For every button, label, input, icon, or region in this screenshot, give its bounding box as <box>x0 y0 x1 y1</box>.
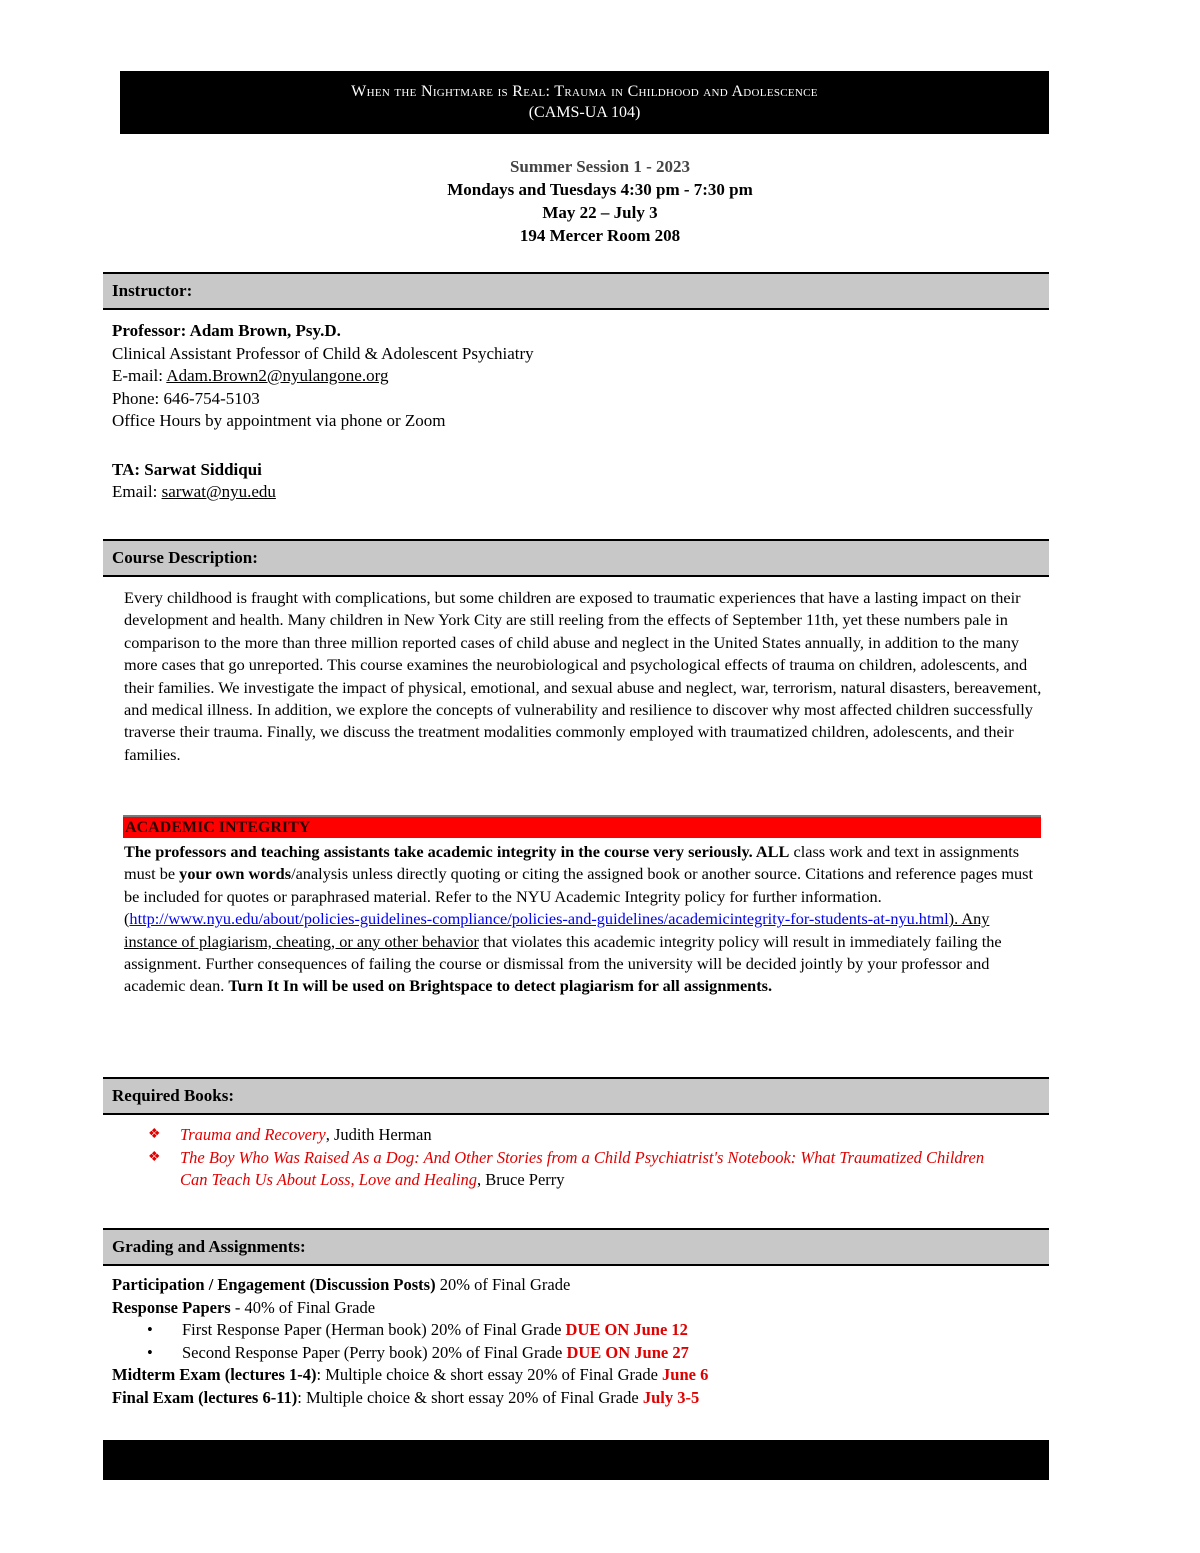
participation-value: 20% of Final Grade <box>435 1275 571 1294</box>
ta-name: TA: Sarwat Siddiqui <box>112 459 262 479</box>
turnitin-note: Turn It In will be used on Brightspace to detect plagiarism for all assignments. <box>228 976 773 996</box>
course-title-banner <box>120 71 1049 134</box>
final-line <box>112 1387 1042 1410</box>
professor-phone: Phone: 646-754-5103 <box>112 388 260 408</box>
integrity-policy-link[interactable]: http://www.nyu.edu/about/policies-guidelines-compliance/policies-and-guidelines/academicintegrity-for-students-at-nyu.html <box>129 909 949 929</box>
list-item <box>148 1124 988 1147</box>
grading-block <box>112 1274 1042 1409</box>
midterm-line <box>112 1364 1042 1387</box>
grading-heading: Grading and Assignments: <box>103 1228 1049 1266</box>
integrity-text-part: ). Any instance of plagiarism, cheating, or any other behavior <box>124 909 990 951</box>
response-value: - 40% of Final Grade <box>230 1297 376 1317</box>
final-label: Final Exam (lectures 6-11) <box>112 1387 298 1407</box>
session-info <box>100 155 1100 247</box>
session-dates: May 22 – July 3 <box>542 203 658 222</box>
list-item <box>148 1147 988 1192</box>
ta-email-link[interactable]: sarwat@nyu.edu <box>161 482 276 501</box>
course-title: When the Nightmare is Real: Trauma in Childhood and Adolescence <box>351 83 818 100</box>
integrity-heading: ACADEMIC INTEGRITY <box>123 815 1041 838</box>
integrity-own-words: your own words <box>179 864 292 884</box>
final-due: July 3-5 <box>642 1387 700 1407</box>
final-value: : Multiple choice & short essay 20% of Final Grade <box>297 1387 643 1407</box>
email-label: E-mail: <box>112 366 167 385</box>
book-author: , Judith Herman <box>325 1125 432 1144</box>
integrity-intro: The professors and teaching assistants take academic integrity in the course very seriously. ALL <box>124 842 790 861</box>
description-heading: Course Description: <box>103 539 1049 577</box>
bullet-icon: • <box>147 1320 153 1339</box>
professor-email-line <box>112 365 534 388</box>
professor-title: Clinical Assistant Professor of Child & Adolescent Psychiatry <box>112 343 534 363</box>
ta-email-label: Email: <box>112 482 162 501</box>
required-books-list <box>148 1124 988 1192</box>
book-title: The Boy Who Was Raised As a Dog: And Other Stories from a Child Psychiatrist's Notebook: What Traumatized Children Can Teach Us About Loss, Love and Healing <box>180 1147 985 1189</box>
book-title: Trauma and Recovery <box>180 1125 326 1144</box>
midterm-value: : Multiple choice & short essay 20% of Final Grade <box>316 1365 663 1384</box>
course-code: (CAMS-UA 104) <box>528 104 641 121</box>
course-description: Every childhood is fraught with complications, but some children are exposed to traumatic experiences that have a lasting impact on their development and health. Many children in New York City are still reeling from the effects of September 11th, yet these numbers pale in comparison to the more than three million reported cases of child abuse and neglect in the United States annually, in addition to the many more cases that go unreported. This course examines the neurobiological and psychological effects of trauma on children, adolescents, and their families. We investigate the impact of physical, emotional, and sexual abuse and neglect, war, terrorism, natural disasters, bereavement, and medical illness. In addition, we explore the concepts of vulnerability and resilience to discover why most affected children successfully traverse their trauma. Finally, we discuss the treatment modalities commonly employed with traumatized children, adolescents, and their families. <box>124 588 1042 764</box>
integrity-text <box>124 841 1044 998</box>
office-hours: Office Hours by appointment via phone or Zoom <box>112 411 446 430</box>
session-days: Mondays and Tuesdays 4:30 pm - 7:30 pm <box>447 180 753 199</box>
integrity-text-part: class work and text in assignments must be <box>124 842 1020 884</box>
paper2-due: DUE ON June 27 <box>566 1342 689 1362</box>
professor-email-link[interactable]: Adam.Brown2@nyulangone.org <box>166 366 389 385</box>
session-term: Summer Session 1 - 2023 <box>509 157 691 176</box>
participation-line <box>112 1274 1042 1297</box>
professor-name: Professor: Adam Brown, Psy.D. <box>112 321 341 340</box>
integrity-text-part: /analysis unless directly quoting or citing the assigned book or another source. Citations and reference pages must be included for quotes or paraphrased material. Refer to the NYU Academic Integrity policy for further information. ( <box>124 864 1034 929</box>
list-item <box>112 1319 1042 1342</box>
midterm-due: June 6 <box>662 1365 709 1384</box>
paper2-text: Second Response Paper (Perry book) 20% of Final Grade <box>182 1342 567 1362</box>
books-heading: Required Books: <box>103 1077 1049 1115</box>
instructor-heading: Instructor: <box>103 272 1049 310</box>
paper1-text: First Response Paper (Herman book) 20% of Final Grade <box>182 1320 566 1339</box>
diamond-bullet-icon: ❖ <box>148 1149 161 1165</box>
participation-label: Participation / Engagement (Discussion Posts) <box>112 1275 436 1294</box>
midterm-label: Midterm Exam (lectures 1-4) <box>112 1365 317 1384</box>
session-room: 194 Mercer Room 208 <box>519 226 681 245</box>
response-line <box>112 1297 1042 1320</box>
bullet-icon: • <box>147 1342 153 1362</box>
integrity-text-part: that violates this academic integrity policy will result in immediately failing the assignment. Further consequences of failing the course or dismissal from the university will be decided jointly by your professor and academic dean. <box>124 931 1002 996</box>
book-author: , Bruce Perry <box>477 1170 565 1189</box>
paper1-due: DUE ON June 12 <box>565 1320 688 1339</box>
response-label: Response Papers <box>112 1297 231 1317</box>
list-item <box>112 1342 1042 1365</box>
ta-email-line <box>112 481 534 504</box>
instructor-block <box>112 320 534 504</box>
footer-bar <box>103 1440 1049 1480</box>
diamond-bullet-icon: ❖ <box>148 1127 161 1142</box>
